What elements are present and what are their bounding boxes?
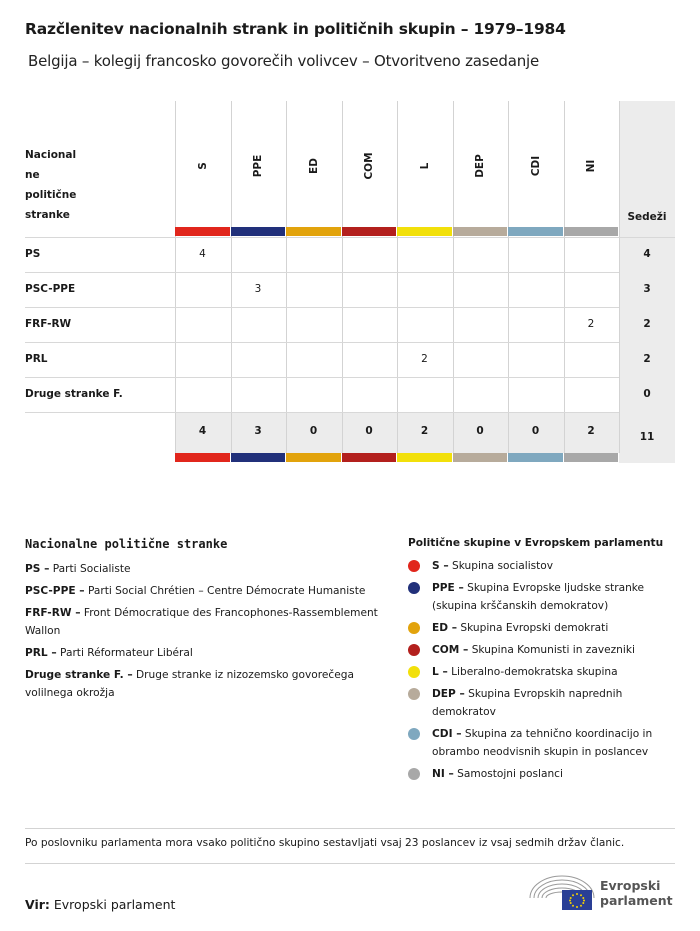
- group-color-bar: [508, 453, 563, 462]
- european-parliament-logo: [528, 872, 678, 912]
- party-name: Parti Social Chrétien – Centre Démocrate Humaniste: [87, 585, 366, 597]
- group-color-bar: [397, 453, 452, 462]
- row-divider: [25, 377, 619, 378]
- group-color-bar: [453, 227, 508, 236]
- group-name: Skupina socialistov: [452, 560, 554, 572]
- group-abbr: CDI –: [432, 728, 462, 740]
- group-total: 4: [198, 425, 207, 437]
- group-total: 0: [476, 425, 484, 437]
- grand-total: 11: [639, 431, 655, 443]
- party-abbr: PSC-PPE –: [25, 585, 85, 597]
- group-header-label: S: [196, 162, 209, 170]
- group-abbr: DEP –: [432, 688, 465, 700]
- group-legend-item: [408, 557, 678, 575]
- group-color-dot-icon: [408, 688, 420, 700]
- source-line: [25, 897, 175, 912]
- row-divider: [619, 237, 675, 238]
- group-color-dot-icon: [408, 560, 420, 572]
- seats-header: Sedeži: [627, 211, 667, 223]
- group-abbr: ED –: [432, 622, 458, 634]
- group-color-bar: [286, 227, 341, 236]
- logo-text: Evropski parlament: [600, 878, 673, 908]
- group-header-ni: [564, 156, 619, 176]
- group-color-dot-icon: [408, 644, 420, 656]
- group-header-s: [175, 156, 230, 176]
- group-header-ppe: [231, 156, 286, 176]
- page-title: Razčlenitev nacionalnih strank in političnih skupin – 1979–1984: [25, 20, 566, 38]
- group-total: 3: [254, 425, 262, 437]
- party-name: Parti Réformateur Libéral: [60, 647, 193, 659]
- political-groups-legend: [408, 537, 678, 787]
- party-abbr: Druge stranke F. –: [25, 669, 133, 681]
- group-legend-item: [408, 579, 678, 615]
- group-legend-item: [408, 641, 678, 659]
- group-name: Skupina Komunisti in zavezniki: [471, 644, 635, 656]
- party-row-label: FRF-RW: [25, 318, 72, 330]
- row-seat-total: 4: [643, 248, 651, 260]
- row-seat-total: 2: [643, 318, 651, 330]
- column-divider: [453, 101, 454, 453]
- group-total: 2: [420, 425, 429, 437]
- seat-cell: 4: [199, 248, 206, 260]
- row-divider: [25, 307, 619, 308]
- column-divider: [564, 101, 565, 453]
- source-label: Vir:: [25, 897, 50, 912]
- party-name: Parti Socialiste: [52, 563, 131, 575]
- footnote: Po poslovniku parlamenta mora vsako politično skupino sestavljati vsaj 23 poslancev iz vsaj sedmih držav članic.: [25, 837, 625, 849]
- group-header-label: NI: [585, 159, 598, 173]
- group-color-bar: [508, 227, 563, 236]
- group-color-dot-icon: [408, 768, 420, 780]
- group-total: 0: [309, 425, 318, 437]
- party-abbr: PS –: [25, 563, 50, 575]
- page-subtitle: Belgija – kolegij francosko govorečih volivcev – Otvoritveno zasedanje: [28, 52, 540, 70]
- political-groups-legend-title: Politične skupine v Evropskem parlamentu: [408, 537, 664, 549]
- party-row-label: PS: [25, 248, 41, 260]
- party-legend-item: [25, 666, 385, 702]
- group-header-label: DEP: [474, 154, 487, 178]
- divider: [25, 828, 675, 829]
- group-color-bar: [231, 227, 286, 236]
- group-color-bar: [564, 453, 619, 462]
- column-divider: [175, 101, 176, 453]
- national-parties-header: Nacional ne politične stranke: [25, 149, 77, 221]
- group-color-bar: [342, 227, 397, 236]
- group-name: Skupina Evropski demokrati: [460, 622, 609, 634]
- group-legend-item: [408, 663, 678, 681]
- party-row-label: Druge stranke F.: [25, 388, 123, 400]
- row-divider: [25, 342, 619, 343]
- column-divider: [397, 101, 398, 453]
- row-seat-total: 3: [643, 283, 651, 295]
- column-divider: [619, 101, 620, 453]
- group-legend-item: [408, 685, 678, 721]
- national-parties-legend-title: Nacionalne politične stranke: [25, 537, 228, 551]
- group-color-bar: [342, 453, 397, 462]
- group-color-bar: [453, 453, 508, 462]
- group-header-ed: [286, 156, 341, 176]
- seat-cell: 3: [254, 283, 262, 295]
- row-divider: [25, 272, 619, 273]
- party-name: Druge stranke iz nizozemsko govorečega volilnega okrožja: [25, 669, 354, 699]
- group-legend-item: [408, 725, 678, 761]
- row-divider: [25, 412, 619, 413]
- seat-distribution-table: [25, 101, 675, 463]
- group-color-bar: [397, 227, 452, 236]
- group-legend-item: [408, 619, 678, 637]
- group-name: Skupina Evropskih naprednih demokratov: [432, 688, 623, 718]
- group-abbr: NI –: [432, 768, 454, 780]
- group-header-label: CDI: [529, 155, 542, 177]
- group-legend-item: [408, 765, 678, 783]
- group-abbr: COM –: [432, 644, 469, 656]
- group-header-label: COM: [363, 152, 376, 180]
- party-abbr: FRF-RW –: [25, 607, 81, 619]
- group-color-bar: [231, 453, 286, 462]
- seat-cell: 2: [421, 353, 428, 365]
- national-parties-legend: [25, 537, 385, 706]
- column-divider: [342, 101, 343, 453]
- party-legend-item: [25, 644, 385, 662]
- row-seat-total: 0: [643, 388, 651, 400]
- column-divider: [508, 101, 509, 453]
- seats-column-bg: [619, 101, 675, 463]
- source-value: Evropski parlament: [53, 897, 176, 912]
- group-name: Skupina za tehnično koordinacijo in obrambo neodvisnih skupin in poslancev: [432, 728, 653, 758]
- group-abbr: L –: [432, 666, 448, 678]
- group-abbr: PPE –: [432, 582, 464, 594]
- group-name: Samostojni poslanci: [457, 768, 563, 780]
- seat-cell: 2: [587, 318, 595, 330]
- group-header-label: L: [418, 162, 431, 170]
- row-seat-total: 2: [643, 353, 651, 365]
- group-name: Skupina Evropske ljudske stranke (skupina krščanskih demokratov): [432, 582, 645, 612]
- group-header-dep: [453, 156, 508, 176]
- group-total: 0: [365, 425, 373, 437]
- group-header-l: [397, 156, 452, 176]
- party-row-label: PSC-PPE: [25, 283, 76, 295]
- group-color-bar: [175, 453, 230, 462]
- group-header-label: ED: [307, 158, 320, 174]
- group-total: 0: [531, 425, 540, 437]
- group-header-cdi: [508, 156, 563, 176]
- column-divider: [231, 101, 232, 453]
- group-color-bar: [564, 227, 619, 236]
- group-abbr: S –: [432, 560, 449, 572]
- group-color-dot-icon: [408, 728, 420, 740]
- divider: [25, 863, 675, 864]
- group-header-label: PPE: [252, 154, 265, 178]
- column-divider: [286, 101, 287, 453]
- group-name: Liberalno-demokratska skupina: [451, 666, 618, 678]
- group-header-com: [342, 152, 397, 180]
- group-color-dot-icon: [408, 666, 420, 678]
- party-name: Front Démocratique des Francophones-Rassemblement Wallon: [25, 607, 378, 637]
- party-legend-item: [25, 604, 385, 640]
- group-total: 2: [587, 425, 595, 437]
- group-color-bar: [175, 227, 230, 236]
- row-divider: [25, 237, 619, 238]
- party-row-label: PRL: [25, 353, 48, 365]
- group-color-dot-icon: [408, 622, 420, 634]
- group-color-dot-icon: [408, 582, 420, 594]
- european-parliament-hemicycle-icon: [528, 872, 596, 912]
- party-legend-item: [25, 582, 385, 600]
- group-color-bar: [286, 453, 341, 462]
- party-abbr: PRL –: [25, 647, 57, 659]
- party-legend-item: [25, 560, 385, 578]
